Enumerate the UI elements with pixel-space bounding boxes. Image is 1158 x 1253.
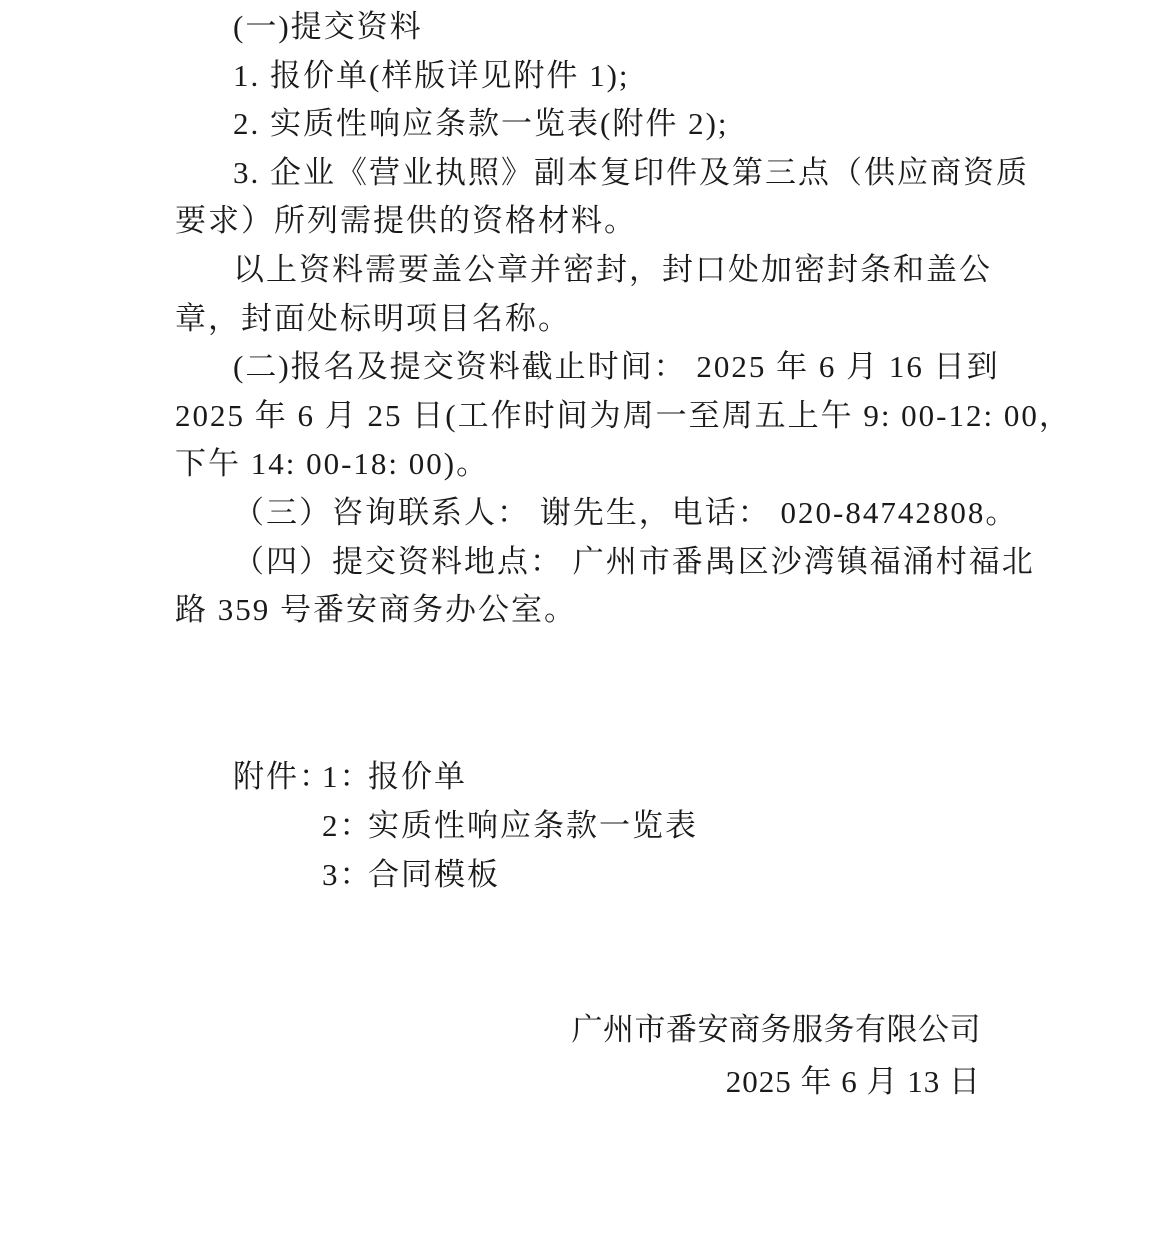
attachment-row: [175, 802, 875, 851]
body-line: (二)报名及提交资料截止时间： 2025 年 6 月 16 日到: [233, 349, 1000, 385]
body-line: 要求）所列需提供的资格材料。: [175, 203, 637, 239]
body-line: 章，封面处标明项目名称。: [175, 300, 571, 336]
attachment-row: [175, 851, 875, 900]
attachment-row: [175, 753, 875, 802]
body-line: 2025 年 6 月 25 日(工作时间为周一至周五上午 9: 00-12: 00，: [175, 397, 1072, 433]
body-line: 下午 14: 00-18: 00)。: [175, 446, 490, 482]
body-line: 3. 企业《营业执照》副本复印件及第三点（供应商资质: [233, 154, 1029, 190]
signature-block: [572, 1004, 982, 1108]
attachment-title: 报价单: [368, 759, 467, 794]
attachment-number: 3：: [322, 856, 373, 892]
attachments-list: [175, 753, 875, 899]
attachment-number: 1：: [322, 759, 373, 794]
attachment-title: 实质性响应条款一览表: [368, 807, 698, 843]
body-line: （三）咨询联系人： 谢先生，电话： 020-84742808。: [233, 494, 1019, 530]
body-line: 路 359 号番安商务办公室。: [175, 592, 577, 628]
company-name: 广州市番安商务服务有限公司: [571, 1012, 981, 1047]
body-line: (一)提交资料: [233, 9, 423, 44]
body-line: 2. 实质性响应条款一览表(附件 2);: [233, 106, 729, 142]
body-line: 以上资料需要盖公章并密封，封口处加密封条和盖公: [233, 251, 992, 287]
body-line: 1. 报价单(样版详见附件 1);: [233, 57, 630, 93]
body-line: （四）提交资料地点： 广州市番禺区沙湾镇福涌村福北: [233, 543, 1035, 579]
attachments-label-spacer: [175, 851, 322, 900]
issue-date: 2025 年 6 月 13 日: [725, 1064, 981, 1099]
attachments-label: 附件：: [233, 759, 332, 794]
attachment-title: 合同模板: [368, 856, 500, 892]
notice-body: [175, 3, 1072, 635]
attachments-label-spacer: [175, 802, 322, 851]
attachment-number: 2：: [322, 807, 373, 843]
